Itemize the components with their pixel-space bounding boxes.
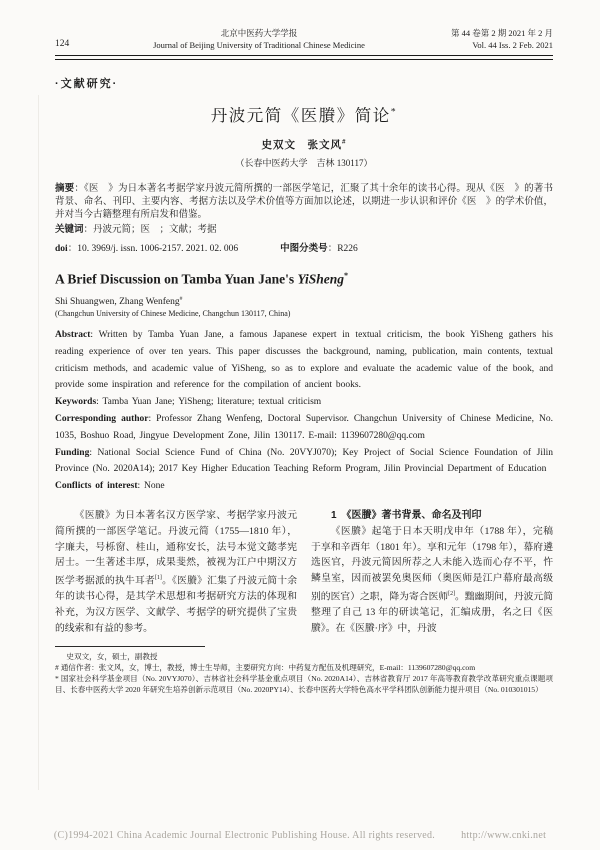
keywords-cn xyxy=(55,223,553,237)
conflicts-of-interest xyxy=(55,478,553,495)
reference-mark: [2] xyxy=(448,590,456,597)
authors-en-mark: # xyxy=(179,295,183,302)
funding-footnote xyxy=(55,673,553,695)
abstract-cn-label: 摘要 xyxy=(55,182,75,194)
footnote-mark: # xyxy=(55,662,61,672)
conflicts-label: Conflicts of interest xyxy=(55,481,138,492)
journal-header xyxy=(55,28,553,51)
corresponding-label: Corresponding author xyxy=(55,413,149,424)
authors-cn xyxy=(55,137,553,152)
affiliation-en: (Changchun University of Chinese Medicine, Changchun 130117, China) xyxy=(55,308,291,318)
doi-line xyxy=(55,240,553,254)
title-en-book: YiSheng xyxy=(297,271,344,287)
abstract-cn xyxy=(55,182,553,223)
title-en-mark: * xyxy=(343,271,349,281)
copyright-text: (C)1994-2021 China Academic Journal Electronic Publishing House. All rights reserved. xyxy=(53,830,436,841)
corresponding-footnote xyxy=(55,662,553,673)
journal-name xyxy=(115,28,403,51)
clc-label: 中图分类号 xyxy=(280,243,328,255)
page-number: 124 xyxy=(55,38,70,49)
journal-issue-en: Vol. 44 Iss. 2 Feb. 2021 xyxy=(472,39,553,50)
abstract-en-text: : Written by Tamba Yuan Jane, a famous Japanese expert in textual criticism, the book YiSheng gathers his reading experience of over ten years. This paper discusses the background, naming, publication, main contents, textual criticism methods, and academic value of YiSheng, so as to explore and evaluate the academic value of the book, and provide some inspiration and reference for the compilation of ancient books. xyxy=(55,329,553,391)
author-corresponding-mark: # xyxy=(341,138,347,145)
authors-cn-text: 史双文 张文风 xyxy=(261,138,342,151)
clc-value: ：R226 xyxy=(327,244,358,255)
journal-issue-cn: 第 44 卷第 2 期 2021 年 2 月 xyxy=(450,28,553,38)
body-text: 。黜幽期间，丹波元简整理了自己 13 年的研读笔记，汇编成册，名之曰《医賸》。在《医賸·序》中，丹波 xyxy=(311,591,554,634)
authors-en-text: Shi Shuangwen, Zhang Wenfeng xyxy=(55,296,180,307)
keywords-en-text: : Tamba Yuan Jane; YiSheng; literature; textual criticism xyxy=(96,397,322,408)
journal-name-cn: 北京中医药大学学报 xyxy=(220,28,298,38)
doi-label: doi xyxy=(55,244,68,255)
doi-value: ：10. 3969/j. issn. 1006-2157. 2021. 02. 006 xyxy=(67,244,239,255)
footnote-text: 通信作者：张文风，女，博士，教授，博士生导师，主要研究方向：中药复方配伍及机理研究，E-mail：1139607280@qq.com xyxy=(60,662,476,672)
keywords-en-label: Keywords xyxy=(55,397,97,408)
cnki-footer xyxy=(0,830,600,841)
body-text: 《医賸》为日本著名汉方医学家、考据学家丹波元简所撰的一部医学笔记。丹波元简（1755—1810 年），字廉夫，号栎窗、桂山，通称安长，法号本觉文懿孝宪居士。一生著述丰厚，成果斐然，被视为江户中期汉方医学考据派的执牛耳者 xyxy=(55,509,297,587)
funding-label: Funding xyxy=(55,447,90,458)
corresponding-author xyxy=(55,411,553,445)
journal-issue xyxy=(403,28,553,51)
section-label: ·文献研究· xyxy=(55,77,119,90)
title-footnote-mark: * xyxy=(390,106,398,117)
article-title-en xyxy=(55,271,553,288)
body-columns xyxy=(55,508,553,637)
title-cn-text: 丹波元简《医賸》简论 xyxy=(210,105,391,125)
keywords-cn-label: 关键词 xyxy=(55,224,84,236)
body-column-right xyxy=(311,508,553,637)
author-bio-footnote: 史双文，女，硕士，副教授 xyxy=(66,651,158,661)
keywords-cn-text: ：丹波元简；医 ；文献；考据 xyxy=(83,225,217,236)
journal-name-en: Journal of Beijing University of Traditional Chinese Medicine xyxy=(153,39,365,50)
body-paragraph xyxy=(55,508,297,637)
header-double-rule xyxy=(55,55,553,60)
corresponding-text: : Professor Zhang Wenfeng, Doctoral Supervisor. Changchun University of Chinese Medicine, No. 1035, Boshuo Road, Jingyue Development Zone, Jilin 130117. E-mail: 1139607280@qq.com xyxy=(55,413,553,441)
body-column-left xyxy=(55,508,297,637)
abstract-cn-text: ：《医 》为日本著名考据学家丹波元简所撰的一部医学笔记，汇聚了其十余年的读书心得。现从《医 》的著书背景、命名、刊印、主要内容、考据方法以及学术价值等方面加以论述，以期进一步认识和评价《医 》的学术价值，并对当今古籍整理有所启发和借鉴。 xyxy=(55,183,553,220)
body-paragraph xyxy=(311,524,553,637)
conflicts-text: : None xyxy=(137,481,165,492)
reference-mark: [1] xyxy=(155,575,162,582)
footnote-mark: * xyxy=(55,673,61,683)
article-title-cn xyxy=(55,102,553,126)
funding xyxy=(55,445,553,479)
authors-en xyxy=(55,296,553,307)
footnote-text: 国家社会科学基金项目（No. 20VYJ070）、吉林省社会科学基金重点项目（No. 2020A14）、吉林省教育厅 2017 年高等教育教学改革研究重点课题项目、长春中医药大学 2020 年研究生培养创新示范项目（No. 2020PY14）、长春中医药大学特色高水平学科团队创新能力提升项目（No. 010301015） xyxy=(55,673,553,694)
footnote-block xyxy=(55,646,553,695)
abstract-en-label: Abstract xyxy=(55,329,91,340)
section-1-heading: 1 《医賸》著书背景、命名及刊印 xyxy=(331,509,482,521)
body-text: 《医賸》起笔于日本天明戊申年（1788 年），完稿于享和辛酉年（1801 年）。享和元年（1798 年），幕府遴选医官，丹波元简因所荐之人未能入选而心存不平，忤鳞皇室，因而被罢免奥医师（奥医师是江户幕府最高级别的医官）之职，降为寄合医师 xyxy=(311,525,553,603)
affiliation-cn: （长春中医药大学 吉林 130117） xyxy=(235,157,373,168)
title-en-main: A Brief Discussion on Tamba Yuan Jane's xyxy=(55,271,298,287)
body-text: 。《医賸》汇集了丹波元简十余年的读书心得，是其学术思想和考据研究方法的体现和补充，为汉方医学、文献学、考据学的研究提供了宝贵的线索和有益的参考。 xyxy=(55,575,297,634)
cnki-url: http://www.cnki.net xyxy=(461,830,547,841)
funding-text: : National Social Science Fund of China (No. 20VYJ070); Key Project of Social Science Foundation of Jilin Province (No. 2020A14); 2017 Key Higher Education Teaching Reform Program, Jilin Provincial Department of Education xyxy=(55,447,553,475)
footnote-separator xyxy=(55,646,205,647)
keywords-en xyxy=(55,394,553,411)
abstract-en xyxy=(55,327,553,394)
